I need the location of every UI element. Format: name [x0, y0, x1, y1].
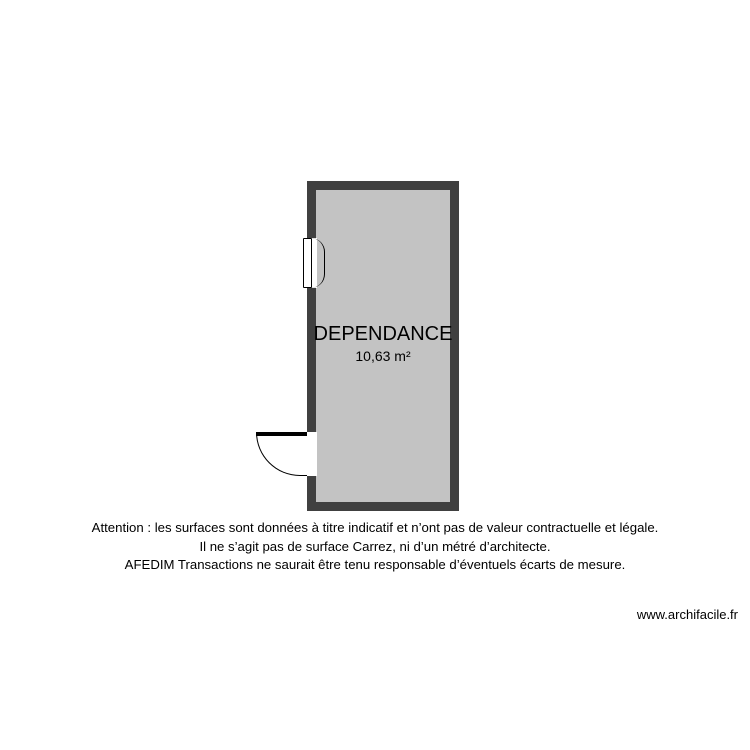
window-leaf-icon	[303, 238, 312, 288]
room-area-label: 10,63 m²	[355, 348, 411, 364]
door-opening	[307, 432, 317, 476]
room-name-label: DEPENDANCE	[313, 323, 453, 345]
disclaimer-text	[0, 519, 750, 575]
disclaimer-line-3: AFEDIM Transactions ne saurait être tenu responsable d’éventuels écarts de mesure.	[124, 557, 626, 572]
door-panel-icon	[256, 432, 307, 436]
room-floor-area	[316, 190, 450, 502]
window-swing-arc-icon	[311, 238, 325, 288]
disclaimer-line-2: Il ne s’agit pas de surface Carrez, ni d’un métré d’architecte.	[199, 538, 551, 554]
disclaimer-line-1: Attention : les surfaces sont données à titre indicatif et n’ont pas de valeur contractuelle et légale.	[91, 520, 659, 535]
footer-website-label: www.archifacile.fr	[636, 607, 738, 622]
door-swing-arc-icon	[256, 432, 307, 476]
